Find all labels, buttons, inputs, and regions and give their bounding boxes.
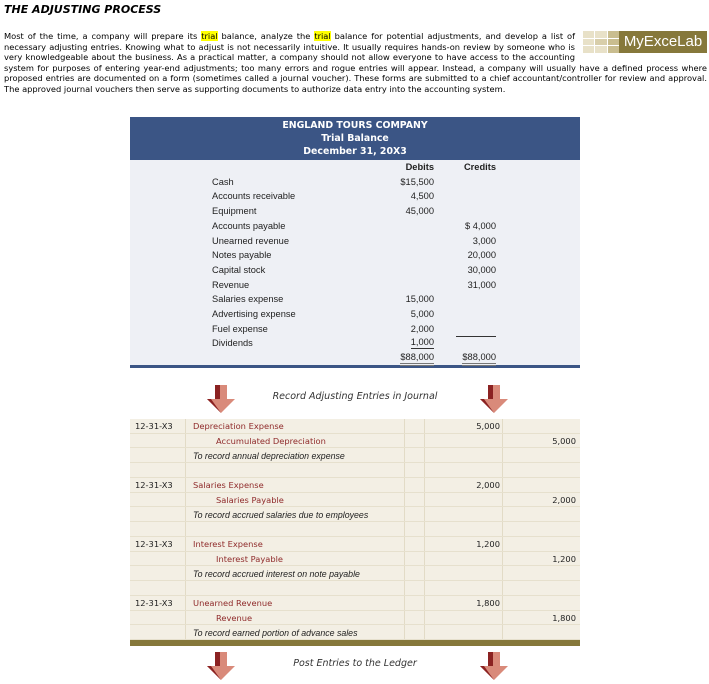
- journal-bottom-bar: [130, 640, 580, 646]
- credit-amount: 1,200: [552, 553, 576, 564]
- account-name: Advertising expense: [212, 309, 296, 319]
- debits-header: Debits: [405, 162, 434, 172]
- credit-amount: 30,000: [467, 264, 496, 275]
- account-row: [130, 307, 580, 322]
- debit-amount: 2,000: [476, 480, 500, 490]
- debit-account: Interest Expense: [193, 539, 263, 549]
- entry-date: 12-31-X3: [135, 480, 173, 490]
- myexcelab-logo[interactable]: [583, 31, 707, 53]
- account-name: Fuel expense: [212, 323, 268, 334]
- total-debits: $88,000: [400, 351, 434, 366]
- account-name: Equipment: [212, 206, 257, 217]
- total-credits: $88,000: [462, 351, 496, 366]
- account-name: Accounts payable: [212, 220, 286, 231]
- journal-debit-line: [130, 478, 580, 493]
- entry-memo: To record accrued interest on note payable: [193, 568, 360, 579]
- intro-text: balance for potential adjustments, and develop a list of necessary adjusting entries. Knowing what to adjust is not necessarily intuitive. It usually requires hands-on review by someone who is very knowledgeable about the business. As a practical matter, a company should not allow everyone to have access to the accounting system for purposes of entering year-end adjustments; too many errors and rogue entries will appear. Instead, a company will usually have a defined process where proposed entries are documented on a form (sometimes called a journal voucher). These forms are submitted to a chief accountant/controller for review and approval. The approved journal vouchers then serve as supporting documents to authorize data entry into the accounting system.: [4, 31, 707, 94]
- debit-amount: 5,000: [410, 309, 434, 319]
- debit-amount: 1,800: [476, 598, 500, 608]
- debit-account: Unearned Revenue: [193, 598, 273, 608]
- step-post-caption: Post Entries to the Ledger: [293, 658, 417, 669]
- account-row: [130, 204, 580, 219]
- credit-amount: 3,000: [472, 235, 496, 246]
- account-name: Salaries expense: [212, 294, 284, 305]
- journal-debit-line: [130, 419, 580, 434]
- account-name: Unearned revenue: [212, 235, 290, 246]
- intro-text: balance, analyze the: [217, 31, 315, 41]
- down-arrow-icon: [480, 652, 508, 680]
- credits-header: Credits: [463, 162, 496, 172]
- debit-amount: 4,500: [410, 191, 434, 202]
- highlight-term: trial: [201, 31, 218, 41]
- logo-text: MyExceLab: [619, 31, 707, 53]
- account-row: [130, 292, 580, 307]
- journal-blank-line: [130, 463, 580, 478]
- entry-memo: To record accrued salaries due to employees: [193, 509, 369, 520]
- account-row: [130, 234, 580, 249]
- journal-memo-line: [130, 508, 580, 523]
- journal-credit-line: [130, 493, 580, 508]
- account-name: Capital stock: [212, 264, 266, 275]
- down-arrow-icon: [207, 652, 235, 680]
- intro-text: Most of the time, a company will prepare its: [4, 31, 202, 41]
- journal-debit-line: [130, 596, 580, 611]
- debit-amount: 15,000: [405, 294, 434, 305]
- statement-title: Trial Balance: [321, 133, 389, 144]
- intro-paragraph: [4, 31, 707, 95]
- debit-account: Salaries Expense: [193, 480, 264, 490]
- account-row: [130, 336, 580, 351]
- journal-credit-line: [130, 434, 580, 449]
- entry-date: 12-31-X3: [135, 421, 173, 431]
- logo-grid-icon: [583, 31, 619, 53]
- journal: [130, 419, 580, 640]
- debit-amount: 1,000: [410, 337, 434, 348]
- entry-date: 12-31-X3: [135, 539, 173, 549]
- account-name: Accounts receivable: [212, 191, 296, 202]
- entry-date: 12-31-X3: [135, 598, 173, 608]
- credit-amount: $ 4,000: [464, 220, 496, 231]
- credit-amount: 31,000: [467, 279, 496, 290]
- down-arrow-icon: [207, 385, 235, 413]
- account-row: [130, 219, 580, 234]
- journal-blank-line: [130, 581, 580, 596]
- debit-amount: $15,500: [400, 176, 434, 187]
- trial-balance: [130, 117, 580, 368]
- account-name: Revenue: [212, 279, 250, 290]
- credit-amount: 1,800: [552, 612, 576, 623]
- account-row: [130, 322, 580, 337]
- credit-amount: [456, 336, 496, 337]
- journal-memo-line: [130, 449, 580, 464]
- account-name: Dividends: [212, 338, 253, 349]
- journal-debit-line: [130, 537, 580, 552]
- credit-amount: 2,000: [552, 494, 576, 505]
- totals-row: [130, 351, 580, 366]
- down-arrow-icon: [480, 385, 508, 413]
- credit-amount: 5,000: [552, 435, 576, 446]
- journal-memo-line: [130, 626, 580, 641]
- section-title: THE ADJUSTING PROCESS: [4, 3, 162, 16]
- credit-account: Interest Payable: [216, 553, 283, 564]
- account-row: [130, 248, 580, 263]
- journal-memo-line: [130, 567, 580, 582]
- debit-amount: 1,200: [476, 539, 500, 549]
- account-name: Notes payable: [212, 250, 272, 261]
- trial-balance-header: [130, 117, 580, 160]
- account-row: [130, 263, 580, 278]
- journal-blank-line: [130, 522, 580, 537]
- journal-credit-line: [130, 611, 580, 626]
- column-headers: [130, 160, 580, 175]
- debit-amount: 5,000: [476, 421, 500, 431]
- debit-amount: 2,000: [410, 323, 434, 334]
- credit-amount: 20,000: [467, 250, 496, 261]
- entry-memo: To record earned portion of advance sales: [193, 627, 358, 638]
- company-name: ENGLAND TOURS COMPANY: [282, 120, 428, 131]
- entry-memo: To record annual depreciation expense: [193, 450, 345, 461]
- account-row: [130, 189, 580, 204]
- debit-amount: 45,000: [405, 206, 434, 217]
- debit-account: Depreciation Expense: [193, 421, 284, 431]
- journal-credit-line: [130, 552, 580, 567]
- statement-date: December 31, 20X3: [303, 146, 407, 157]
- step-record-caption: Record Adjusting Entries in Journal: [272, 391, 438, 402]
- account-row: [130, 175, 580, 190]
- credit-account: Salaries Payable: [216, 494, 284, 505]
- account-name: Cash: [212, 176, 234, 187]
- highlight-term: trial: [314, 31, 331, 41]
- account-row: [130, 278, 580, 293]
- credit-account: Revenue: [216, 612, 253, 623]
- credit-account: Accumulated Depreciation: [216, 435, 326, 446]
